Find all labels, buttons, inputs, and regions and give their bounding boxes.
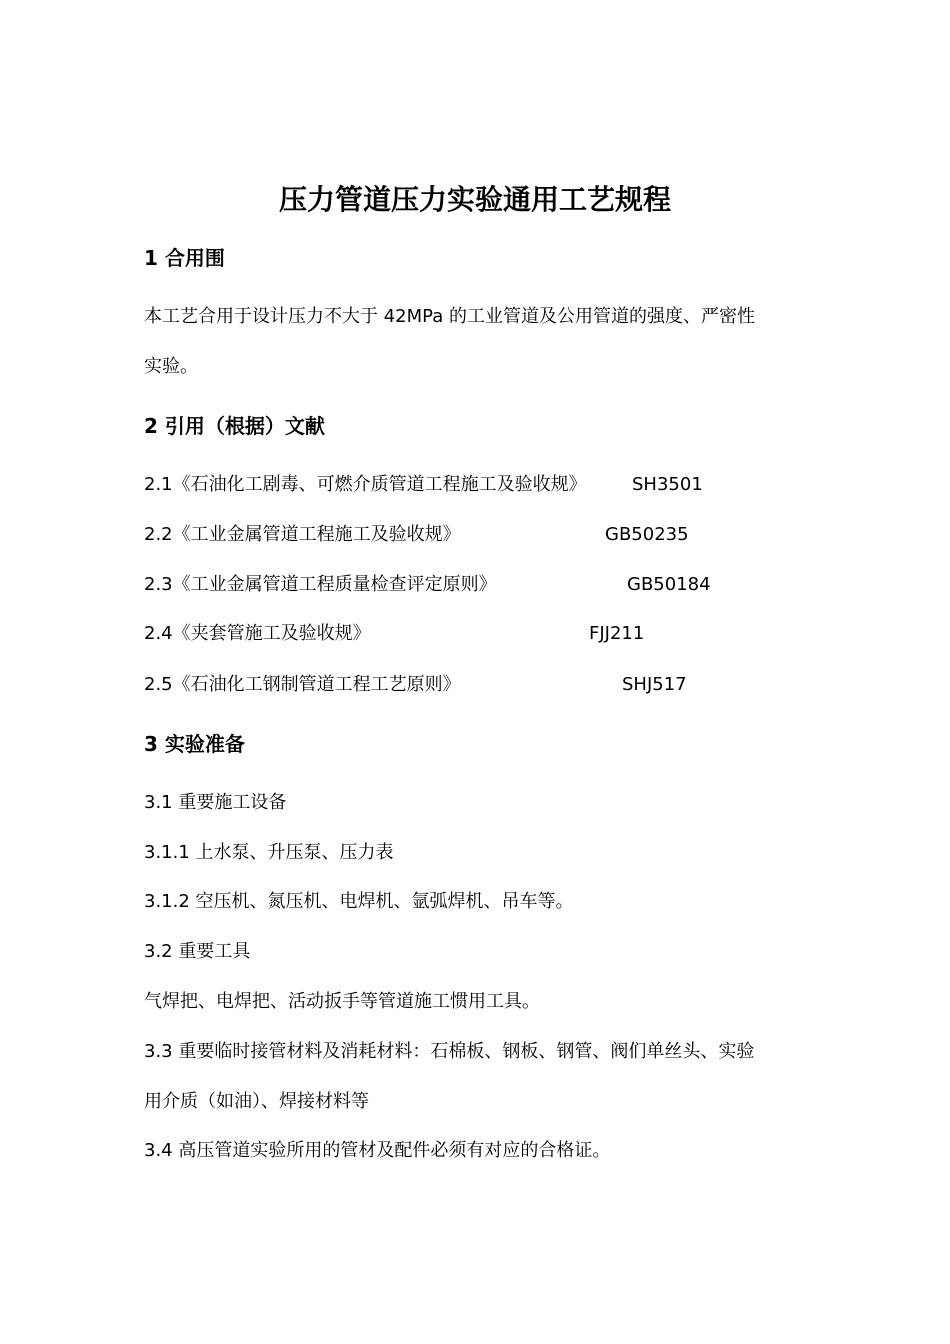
reference-code: SH3501 xyxy=(632,474,703,495)
section-1-heading: 1 合用围 xyxy=(144,246,225,270)
section-3-heading: 3 实验准备 xyxy=(144,732,245,756)
section-3-line: 3.1.1 上水泵、升压泵、压力表 xyxy=(144,842,394,863)
section-3-line: 用介质（如油）、焊接材料等 xyxy=(144,1091,369,1112)
reference-code: GB50184 xyxy=(627,574,711,595)
section-2-heading: 2 引用（根据）文献 xyxy=(144,414,325,438)
reference-code: FJJ211 xyxy=(589,623,645,644)
document-title: 压力管道压力实验通用工艺规程 xyxy=(278,183,671,216)
section-3-line: 3.4 高压管道实验所用的管材及配件必须有对应的合格证。 xyxy=(144,1140,611,1161)
reference-title: 2.5《石油化工钢制管道工程工艺原则》 xyxy=(144,674,461,695)
reference-code: GB50235 xyxy=(605,524,689,545)
reference-title: 2.4《夹套管施工及验收规》 xyxy=(144,623,371,644)
reference-title: 2.2《工业金属管道工程施工及验收规》 xyxy=(144,524,461,545)
reference-code: SHJ517 xyxy=(622,674,687,695)
reference-title: 2.1《石油化工剧毒、可燃介质管道工程施工及验收规》 xyxy=(144,474,587,495)
section-1-paragraph-line-1: 本工艺合用于设计压力不大于 42MPa 的工业管道及公用管道的强度、严密性 xyxy=(144,306,755,327)
section-3-line: 3.1.2 空压机、氮压机、电焊机、氩弧焊机、吊车等。 xyxy=(144,891,574,912)
section-3-line: 气焊把、电焊把、活动扳手等管道施工惯用工具。 xyxy=(144,991,540,1012)
section-3-line: 3.3 重要临时接管材料及消耗材料：石棉板、钢板、钢管、阀们单丝头、实验 xyxy=(144,1041,755,1062)
reference-title: 2.3《工业金属管道工程质量检查评定原则》 xyxy=(144,574,497,595)
section-3-line: 3.2 重要工具 xyxy=(144,941,251,962)
section-3-line: 3.1 重要施工设备 xyxy=(144,792,287,813)
section-1-paragraph-line-2: 实验。 xyxy=(144,356,198,377)
